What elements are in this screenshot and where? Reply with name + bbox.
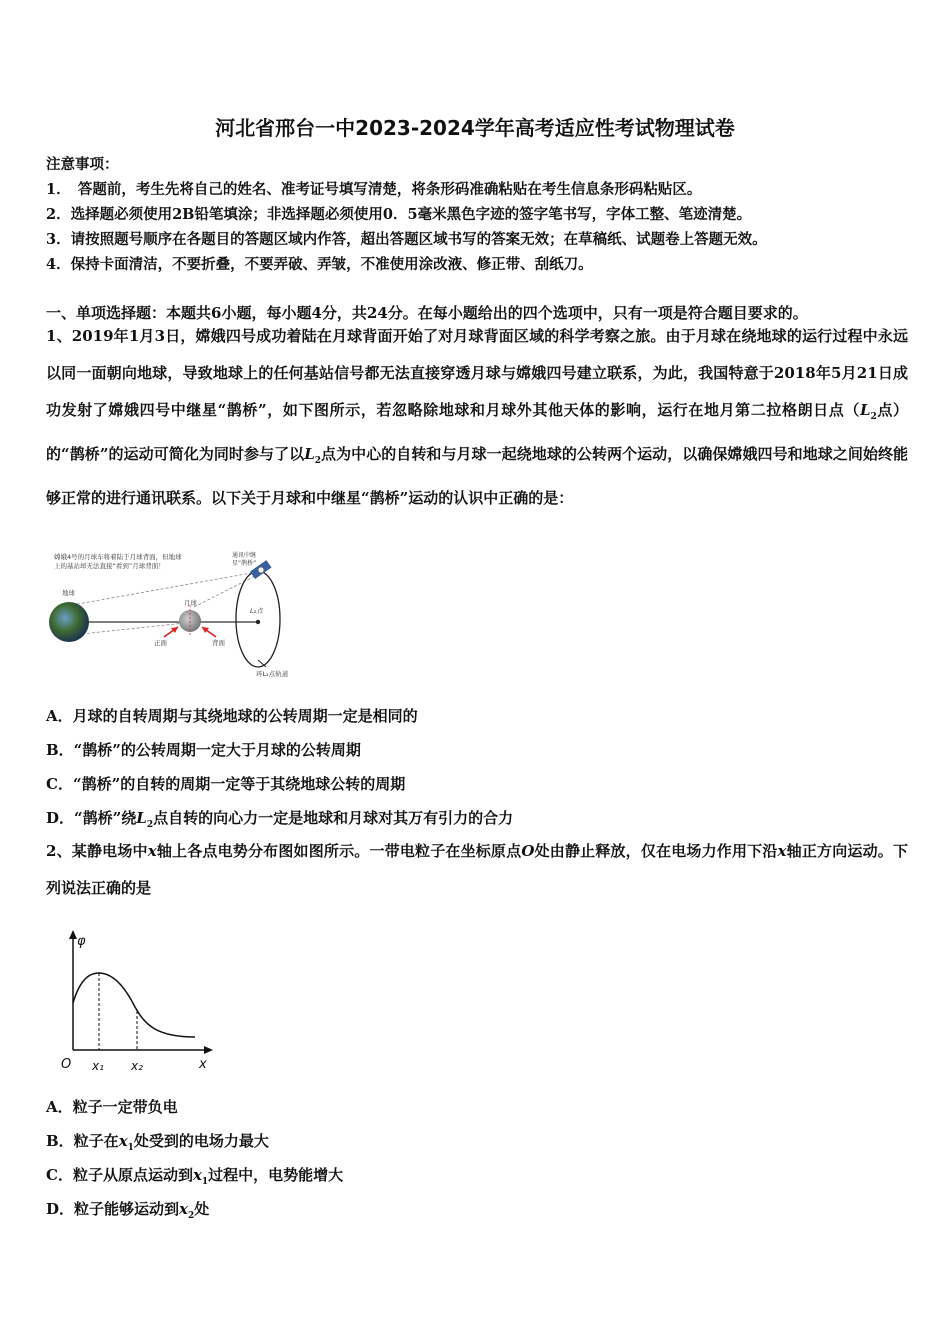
q2-math-symbol: x [777, 842, 787, 860]
relay-link-line [194, 575, 257, 607]
q2-text: 处由静止释放，仅在电场力作用下沿 [534, 842, 778, 860]
option-text: D．“鹊桥”绕 [46, 809, 137, 827]
option-text: B．粒子在 [46, 1132, 119, 1150]
option-subscript: 1 [127, 1143, 134, 1153]
l2-label: L₂点 [250, 607, 263, 615]
relay-label: 通讯中继 [232, 552, 257, 559]
q2-option-c [46, 1164, 343, 1187]
option-subscript: 1 [201, 1177, 209, 1187]
origin-label: O [61, 1057, 72, 1072]
q2-text: 轴正方向运动。下列说法正确的是 [46, 842, 908, 897]
option-subscript: 2 [187, 1211, 195, 1221]
notice-item: 4．保持卡面清洁，不要折叠，不要弄破、弄皱，不准使用涂改液、修正带、刮纸刀。 [46, 256, 593, 273]
q2-text: 2、某静电场中 [46, 842, 148, 860]
q1-text: 点）的“鹊桥”的运动可简化为同时参与了以 [46, 401, 908, 463]
q2-option-d [46, 1198, 209, 1221]
notice-heading: 注意事项： [46, 156, 119, 173]
earth-globe [49, 602, 89, 642]
option-text: 处 [194, 1200, 210, 1218]
l2-point [256, 620, 260, 624]
q2-math-symbol: x [147, 842, 157, 860]
q1-option-d [46, 807, 513, 830]
q1-text: 1、2019年1月3日，嫦娥四号成功着陆在月球背面开始了对月球背面区域的科学考察之旅。由于月球在绕地球的运行过程中永远以同一面朝向地球，导致地球上的任何基站信号都无法直接穿透月球与嫦娥四号建立联系，为此，我国特意于2018年5月21日成功发射了嫦娥四号中继星“鹊桥”，如下图所示，若忽略除地球和月球外其他天体的影响，运行在地月第二拉格朗日点（ [46, 327, 908, 419]
notice-item: 2．选择题必须使用2B铅笔填涂；非选择题必须使用0．5毫米黑色字迹的签字笔书写，字体工整、笔迹清楚。 [46, 206, 752, 223]
q1-text: 点为中心的自转和与月球一起绕地球的公转两个运动，以确保嫦娥四号和地球之间始终能够正常的进行通讯联系。以下关于月球和中继星“鹊桥”运动的认识中正确的是： [46, 445, 908, 507]
relay-label: 星“鹊桥” [232, 560, 257, 567]
q1-l2-symbol: L [304, 445, 315, 463]
option-text: C．粒子从原点运动到 [46, 1166, 193, 1184]
q1-l2-subscript: 2 [314, 456, 321, 466]
figure-note-line: 上的基站却无法直接“看到”月球背面！ [54, 562, 165, 570]
q1-option-a: A．月球的自转周期与其绕地球的公转周期一定是相同的 [46, 707, 418, 725]
moon-label: 月球 [184, 599, 197, 607]
q1-option-c: C．“鹊桥”的自转的周期一定等于其绕地球公转的周期 [46, 775, 406, 793]
y-axis-label: φ [77, 934, 86, 949]
option-subscript: 2 [146, 820, 154, 830]
y-axis-arrowhead [69, 930, 77, 939]
option-math-symbol: x [179, 1200, 188, 1218]
q1-l2-symbol: L [859, 401, 871, 419]
question-2-stem [46, 833, 908, 907]
x2-tick-label: x₂ [131, 1059, 143, 1073]
section-heading: 一、单项选择题：本题共6小题，每小题4分，共24分。在每小题给出的四个选项中，只有一项是符合题目要求的。 [46, 304, 808, 322]
question-1-stem [46, 318, 908, 517]
x-axis-label: x [199, 1057, 207, 1072]
sightline [72, 572, 257, 605]
option-math-symbol: x [118, 1132, 128, 1150]
q2-math-symbol: O [521, 842, 535, 860]
orbit-label: 环L₂点轨道 [256, 670, 289, 678]
earth-label: 地球 [62, 589, 75, 597]
figure-note-line: 嫦娥4号的月球车将着陆于月球背面，但地球 [54, 553, 182, 561]
q2-text: 轴上各点电势分布图如图所示。一带电粒子在坐标原点 [156, 842, 522, 860]
relay-satellite-figure [44, 545, 304, 680]
q2-option-b [46, 1130, 269, 1153]
notice-item: 1． 答题前，考生先将自己的姓名、准考证号填写清楚，将条形码准确粘贴在考生信息条形码粘贴区。 [46, 181, 702, 198]
q1-option-b: B．“鹊桥”的公转周期一定大于月球的公转周期 [46, 741, 361, 759]
q1-l2-subscript: 2 [870, 412, 877, 422]
back-label: 背面 [212, 639, 225, 647]
notice-item: 3．请按照题号顺序在各题目的答题区域内作答，超出答题区域书写的答案无效；在草稿纸、试题卷上答题无效。 [46, 231, 767, 248]
potential-graph [55, 925, 225, 1077]
option-text: D．粒子能够运动到 [46, 1200, 180, 1218]
x-axis-arrowhead [204, 1046, 213, 1054]
front-label: 正面 [154, 639, 167, 647]
x1-tick-label: x₁ [92, 1059, 104, 1073]
q2-option-a: A．粒子一定带负电 [46, 1098, 178, 1116]
potential-curve [73, 973, 195, 1037]
option-math-symbol: L [136, 809, 147, 827]
l2-halo-orbit [236, 571, 280, 667]
page-title: 河北省邢台一中2023-2024学年高考适应性考试物理试卷 [215, 116, 735, 140]
option-math-symbol: x [192, 1166, 202, 1184]
option-text: 点自转的向心力一定是地球和月球对其万有引力的合力 [153, 809, 514, 827]
option-text: 过程中，电势能增大 [208, 1166, 344, 1184]
option-text: 处受到的电场力最大 [133, 1132, 269, 1150]
